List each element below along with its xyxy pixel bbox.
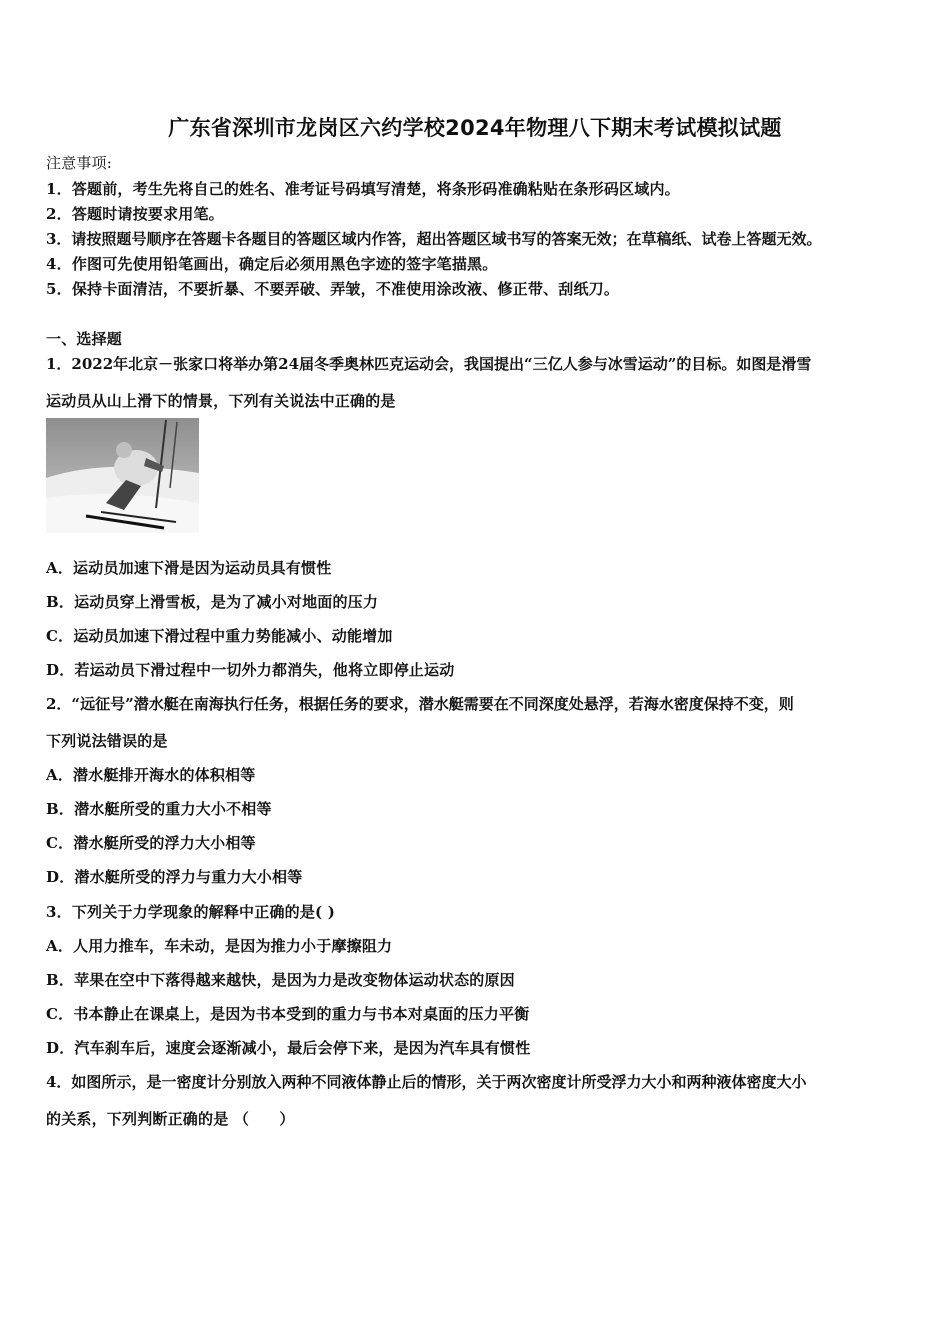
- question-2-option-b: B．潜水艇所受的重力大小不相等: [46, 800, 272, 818]
- question-3-stem: 3．下列关于力学现象的解释中正确的是( ): [46, 903, 336, 921]
- page-title: 广东省深圳市龙岗区六约学校2024年物理八下期末考试模拟试题: [168, 116, 782, 140]
- question-1-option-b: B．运动员穿上滑雪板，是为了减小对地面的压力: [46, 593, 379, 611]
- question-3-option-d: D．汽车刹车后，速度会逐渐减小，最后会停下来，是因为汽车具有惯性: [46, 1039, 531, 1057]
- skier-photo: [46, 418, 199, 533]
- photo-skier-helmet: [116, 442, 132, 458]
- question-3-option-b: B．苹果在空中下落得越来越快，是因为力是改变物体运动状态的原因: [46, 971, 515, 989]
- question-1-option-c: C．运动员加速下滑过程中重力势能减小、动能增加: [46, 627, 393, 645]
- question-2-stem: 2．“远征号”潜水艇在南海执行任务，根据任务的要求，潜水艇需要在不同深度处悬浮，若海水密度保持不变，则: [46, 695, 794, 713]
- question-3-option-a: A．人用力推车，车未动，是因为推力小于摩擦阻力: [46, 937, 393, 955]
- section-heading: 一、选择题: [46, 330, 123, 348]
- question-1-stem: 运动员从山上滑下的情景，下列有关说法中正确的是: [46, 392, 396, 410]
- question-1-option-a: A．运动员加速下滑是因为运动员具有惯性: [46, 559, 332, 577]
- question-4-stem: 的关系，下列判断正确的是 （ ）: [46, 1110, 295, 1128]
- question-3-option-c: C．书本静止在课桌上，是因为书本受到的重力与书本对桌面的压力平衡: [46, 1005, 530, 1023]
- question-4-stem: 4．如图所示，是一密度计分别放入两种不同液体静止后的情形，关于两次密度计所受浮力大小和两种液体密度大小: [46, 1073, 807, 1091]
- notice-item: 2．答题时请按要求用笔。: [46, 205, 224, 223]
- question-1-stem: 1．2022年北京－张家口将举办第24届冬季奥林匹克运动会，我国提出“三亿人参与冰雪运动”的目标。如图是滑雪: [46, 355, 812, 373]
- notice-item: 4．作图可先使用铅笔画出，确定后必须用黑色字迹的签字笔描黑。: [46, 255, 498, 273]
- question-2-stem: 下列说法错误的是: [46, 732, 168, 750]
- question-2-option-d: D．潜水艇所受的浮力与重力大小相等: [46, 868, 303, 886]
- notice-item: 5．保持卡面清洁，不要折暴、不要弄破、弄皱，不准使用涂改液、修正带、刮纸刀。: [46, 280, 620, 298]
- question-2-option-c: C．潜水艇所受的浮力大小相等: [46, 834, 256, 852]
- notice-item: 3．请按照题号顺序在答题卡各题目的答题区域内作答，超出答题区域书写的答案无效；在草稿纸、试卷上答题无效。: [46, 230, 822, 248]
- notice-item: 1．答题前，考生先将自己的姓名、准考证号码填写清楚，将条形码准确粘贴在条形码区域内。: [46, 180, 680, 198]
- question-2-option-a: A．潜水艇排开海水的体积相等: [46, 766, 256, 784]
- question-1-option-d: D．若运动员下滑过程中一切外力都消失，他将立即停止运动: [46, 661, 455, 679]
- notice-heading: 注意事项:: [46, 154, 113, 172]
